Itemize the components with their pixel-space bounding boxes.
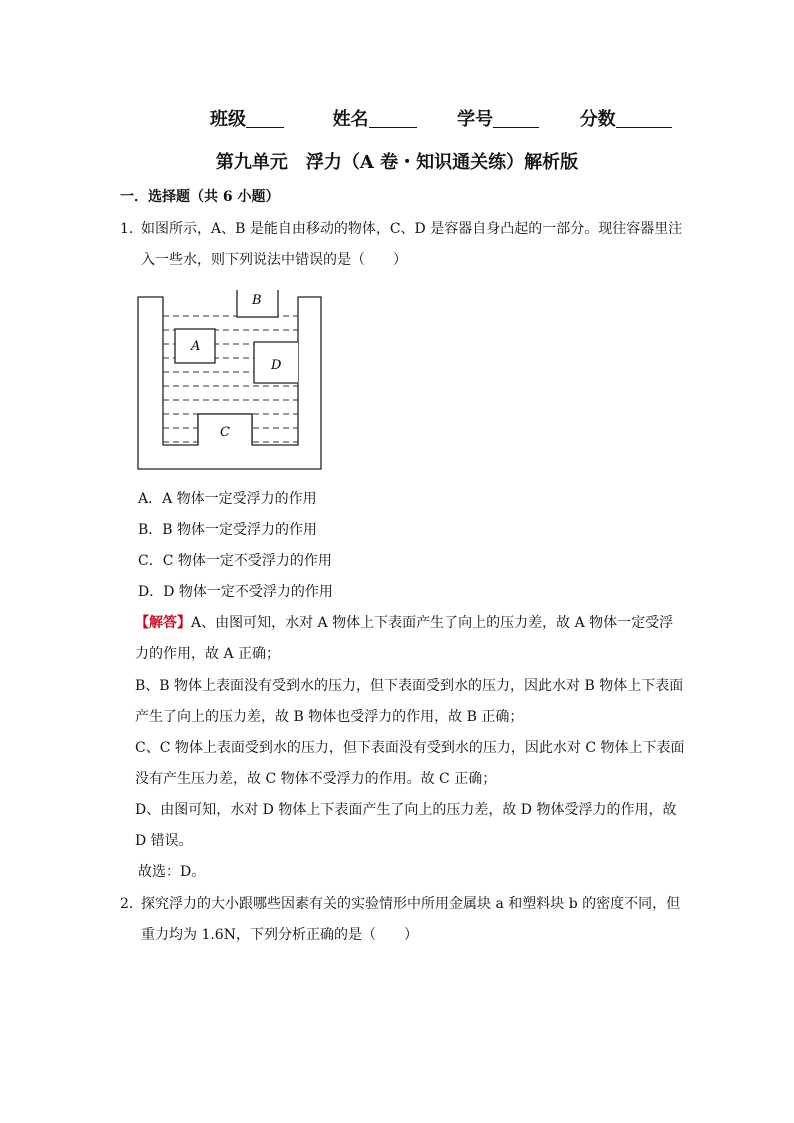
label-c: C [220, 425, 230, 440]
option-c[interactable]: C．C 物体一定不受浮力的作用 [138, 553, 332, 569]
solution-c-line-2: 没有产生压力差，故 C 物体不受浮力的作用。故 C 正确； [135, 771, 497, 787]
solution-choice: 故选：D。 [138, 864, 206, 880]
option-b[interactable]: B．B 物体一定受浮力的作用 [138, 522, 318, 538]
id-label: 学号 [457, 109, 494, 130]
solution-a-line-2: 力的作用，故 A 正确； [135, 646, 281, 662]
solution-b-line-2: 产生了向上的压力差，故 B 物体也受浮力的作用，故 B 正确； [135, 709, 524, 725]
score-blank[interactable] [616, 109, 672, 128]
solution-a-line-1 [135, 612, 673, 632]
option-a[interactable]: A．A 物体一定受浮力的作用 [138, 491, 317, 507]
question-1-line-2: 入一些水，则下列说法中错误的是（ ） [141, 252, 407, 268]
answer-tag: 【解答】 [135, 615, 191, 631]
question-2-line-1: 探究浮力的大小跟哪些因素有关的实验情形中所用金属块 a 和塑料块 b 的密度不同，但 [141, 896, 681, 912]
solution-a-text: A、由图可知，水对 A 物体上下表面产生了向上的压力差，故 A 物体一定受浮 [191, 615, 674, 631]
solution-b-line-1: B、B 物体上表面没有受到水的压力，但下表面受到水的压力，因此水对 B 物体上下表面 [135, 678, 684, 694]
solution-d-line-2: D 错误。 [135, 833, 193, 849]
question-2-number: 2． [120, 896, 143, 912]
name-label: 姓名 [332, 109, 369, 130]
question-1-number: 1． [120, 221, 143, 237]
class-blank[interactable] [246, 109, 284, 128]
label-a: A [191, 339, 201, 354]
question-2-line-2: 重力均为 1.6N，下列分析正确的是（ ） [141, 927, 418, 943]
solution-c-line-1: C、C 物体上表面受到水的压力，但下表面没有受到水的压力，因此水对 C 物体上下表面 [135, 740, 685, 756]
class-label: 班级 [210, 109, 246, 130]
page-title: 第九单元 浮力（A 卷・知识通关练）解析版 [215, 152, 579, 173]
option-d[interactable]: D．D 物体一定不受浮力的作用 [138, 584, 333, 600]
label-b: B [252, 293, 262, 308]
question-1-line-1: 如图所示，A、B 是能自由移动的物体，C、D 是容器自身凸起的一部分。现往容器里注 [141, 221, 683, 237]
name-blank[interactable] [369, 109, 417, 128]
section-heading: 一．选择题（共 6 小题） [120, 189, 280, 205]
id-blank[interactable] [493, 109, 539, 128]
label-d: D [271, 358, 282, 373]
solution-d-line-1: D、由图可知，水对 D 物体上下表面产生了向上的压力差，故 D 物体受浮力的作用，故 [135, 802, 677, 818]
score-label: 分数 [579, 109, 616, 130]
student-info-row [210, 105, 672, 131]
container-figure [130, 290, 330, 475]
